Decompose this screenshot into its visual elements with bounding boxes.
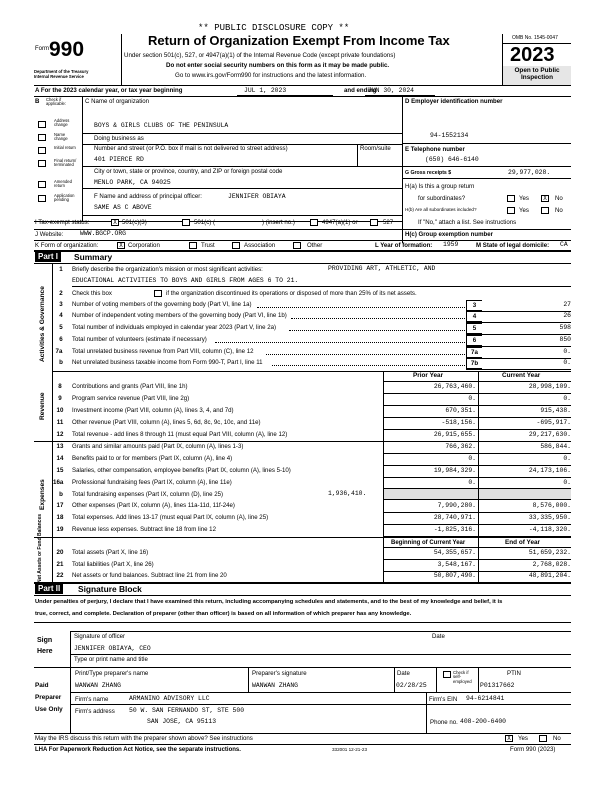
net-line-current: 2,768,028. [532,561,571,568]
disclosure-banner: ** PUBLIC DISCLOSURE COPY ** [198,23,350,33]
firm-address-label: Firm's address [75,708,115,715]
prep-sig-label: Preparer's signature [252,670,307,677]
col-prior-year: Prior Year [413,372,444,379]
sign-label: Sign [37,637,53,644]
gov-line-label: Number of independent voting members of the governing body (Part VI, line 1b) [72,312,287,319]
self-employed-checkbox[interactable] [443,671,451,678]
room-divider [357,144,358,166]
net-header-rule [383,547,571,548]
net-line-prior: 50,807,490. [433,572,476,579]
firm-address-2: SAN JOSE, CA 95113 [147,718,217,725]
gov-line-value: 850 [559,336,571,343]
527-checkbox[interactable] [370,219,378,226]
gov-line-label: Number of voting members of the governing body (Part VI, line 1a) [72,301,252,308]
prior-col-left [383,371,384,582]
expense-line-num: 14 [56,455,64,462]
firm-ein-label: Firm's EIN [429,696,458,703]
expense-line-num: 18 [56,514,64,521]
gov-line-num: b [59,359,63,366]
gov-line-box: 5 [466,323,482,334]
expense-line-prior: 7,990,280. [437,502,476,509]
principal-officer: JENNIFER OBIAYA [228,193,286,200]
use-only-label: Use Only [35,706,63,713]
open-public: Open to Public [514,67,560,74]
street-address: 401 PIERCE RD [94,156,144,163]
final-return-checkbox[interactable] [38,160,46,167]
initial-return-label: Initial return [54,145,76,150]
gov-bottom-rule [52,371,571,372]
expense-line-num: 19 [56,526,64,533]
preparer-divider [70,667,71,733]
amended-return-checkbox[interactable] [38,181,46,188]
prep-date-label: Date [397,670,410,677]
form-code: 332001 12-21-23 [332,747,367,752]
firm-phone: 408-200-6400 [460,718,507,725]
net-line-label: Net assets or fund balances. Subtract line 21 from line 20 [72,572,227,579]
gov-line-num: 7a [55,348,63,355]
side-net-assets: Net Assets or Fund Balances [37,513,43,583]
line16b-value: 1,936,410. [328,490,367,497]
association-label: Association [244,242,276,249]
website-value[interactable]: WWW.BGCP.ORG [80,230,127,237]
corporation-label: Corporation [128,242,160,249]
prep-check-divider [436,667,437,692]
street-label: Number and street (or P.O. box if mail is not delivered to street address) [94,145,288,152]
net-line-prior: 3,548,167. [437,561,476,568]
sign-bottom-rule [34,667,571,668]
revenue-line-prior: 26,763,460. [433,383,476,390]
revenue-line-num: 10 [56,407,64,414]
part1-rule [34,263,571,264]
expense-line-num: 13 [56,443,64,450]
type-print-label: Type or print name and title [74,656,148,663]
header-bottom-rule [34,85,571,86]
tax-year-end: JUN 30, 2024 [368,87,415,94]
501c-checkbox[interactable] [182,219,190,226]
col-current-year: Current Year [502,372,541,379]
preparer-date: 02/28/25 [396,682,427,689]
part2-tag: Part II [35,584,63,594]
trust-label: Trust [201,242,215,249]
irs-discuss-label: May the IRS discuss this return with the preparer shown above? See instructions [35,735,253,742]
here-label: Here [37,648,53,655]
net-line-num: 22 [56,572,64,579]
revenue-line-current: 915,438. [540,407,571,414]
expense-line-rule [383,453,571,454]
form-word: Form [35,46,49,52]
side-activities: Activities & Governance [39,286,46,362]
mission-label: Briefly describe the organization's mission or most significant activities: [72,266,263,273]
officer-label: F Name and address of principal officer: [94,193,202,200]
room-label: Room/suite [360,145,391,152]
header-sub1: Under section 501(c), 527, or 4947(a)(1) of the Internal Revenue Code (except private foundations) [124,52,396,59]
gov-line-box: 7a [466,347,482,358]
expense-line-num: 15 [56,467,64,474]
gov-line-value: 27 [563,301,571,308]
expense-line-label: Other expenses (Part IX, column (A), lines 11a-11d, 11f-24e) [72,502,235,509]
ein-label: D Employer identification number [405,98,503,105]
revenue-line-label: Total revenue - add lines 8 through 11 (must equal Part VIII, column (A), line 12) [72,431,288,438]
gov-leader [291,318,465,319]
gov-line-num: 3 [59,301,63,308]
line16b-rule-bottom [383,499,571,500]
paid-label: Paid [35,682,49,689]
revenue-line-prior: 26,915,655. [433,431,476,438]
hb-note: If "No," attach a list. See instructions [418,219,517,226]
penalty-rule [34,622,571,623]
officer-rule [82,215,402,216]
hb-label: H(b) Are all subordinates included? [405,207,477,212]
phone-value: (650) 646-6140 [425,156,479,163]
lha-notice: LHA For Paperwork Reduction Act Notice, see the separate instructions. [35,747,241,753]
gov-leader [289,330,465,331]
gov-line-label: Total unrelated business revenue from Part VIII, column (C), line 12 [72,348,254,355]
gross-rule [402,178,571,179]
website-label: J Website: [35,231,64,238]
prep-name-label: Print/Type preparer's name [75,670,149,677]
discuss-no-checkbox[interactable] [539,735,547,742]
ein-rule [402,143,571,144]
4947-label: 4947(a)(1) or [322,219,358,226]
group-return-label: H(a) Is this a group return [405,183,475,190]
dept-irs: Internal Revenue Service [34,74,84,79]
city-rule [82,188,402,189]
firm-phone-label: Phone no. [430,719,458,726]
expense-line-rule [383,512,571,513]
gov-line-num: 6 [59,336,63,343]
col-end-year: End of Year [505,539,541,546]
preparer-label: Preparer [35,694,62,701]
part1-side-divider [52,263,53,582]
expense-bottom-rule [34,537,571,538]
501c3-label: 501(c)(3) [122,219,147,226]
501c3-checkbox[interactable]: X [111,219,119,226]
gov-leader [257,307,465,308]
and-ending-label: and ending [344,87,377,94]
revenue-line-num: 9 [58,395,62,402]
mission-text-2: EDUCATIONAL ACTIVITIES TO BOYS AND GIRLS FROM AGES 6 TO 21. [72,277,299,284]
firm-name-rule [70,704,571,705]
year-formation: 1959 [443,241,459,248]
expense-line-prior: -1,825,316. [433,526,476,533]
subordinates-label: for subordinates? [418,195,466,202]
expense-line-label: Total expenses. Add lines 13-17 (must equal Part IX, column (A), line 25) [72,514,269,521]
expense-line-prior: 766,362. [445,443,476,450]
revenue-line-current: -695,917. [536,419,571,426]
group-no-label: No [555,195,563,202]
gov-line-num: 4 [59,312,63,319]
omb-number: OMB No. 1545-0047 [512,35,558,41]
side-revenue: Revenue [39,392,46,420]
tax-year: 2023 [510,44,555,66]
line16b-num: b [59,491,63,498]
gov-line-box: 3 [466,300,482,311]
gov-line-rule [466,369,571,370]
gov-line-value: 26 [563,312,571,319]
other-label: Other [307,242,323,249]
expense-line-prior: 19,984,329. [433,467,476,474]
expense-line-current: -4,118,320. [528,526,571,533]
part1-tag: Part I [35,252,61,262]
org-name-label: C Name of organization [85,98,150,105]
527-label: 527 [383,219,394,226]
4947-checkbox[interactable] [310,219,318,226]
name-change-checkbox[interactable] [38,134,46,141]
net-line-rule [383,559,571,560]
firm-name: ARMANINO ADVISORY LLC [129,695,210,702]
gov-line-label: Total number of volunteers (estimate if necessary) [72,336,207,343]
revenue-line-prior: 670,351. [445,407,476,414]
expense-line-label: Revenue less expenses. Subtract line 18 from line 12 [72,526,216,533]
line16b-label: Total fundraising expenses (Part IX, column (D), line 25) [72,491,224,498]
expense-line-prior: 28,740,971. [433,514,476,521]
name-change-label: Name change [54,132,68,142]
group-yes-label: Yes [519,195,529,202]
firm-ein: 94-6214841 [466,695,505,702]
gov-line-box: 7b [466,358,482,369]
col-header-rule [383,381,571,382]
group-return-no-checkbox[interactable]: X [541,195,549,202]
final-return-label: Final return/ terminated [54,158,77,168]
line16b-rule-top [383,488,571,489]
line-j-rule [34,240,571,241]
expense-line-rule [383,477,571,478]
mission-text-1: PROVIDING ART, ATHLETIC, AND [328,265,436,272]
gross-receipts: 29,977,028. [508,169,551,176]
dba-label: Doing business as [94,135,144,142]
revenue-line-num: 11 [56,419,64,426]
net-line-num: 21 [56,561,64,568]
domicile-state: CA [560,241,568,248]
revenue-line-label: Other revenue (Part VIII, column (A), lines 5, 6d, 8c, 9c, 10c, and 11e) [72,419,261,426]
officer-name-line [70,654,571,655]
mission-underline [72,286,571,287]
header-divider-left [121,34,122,85]
revenue-line-prior: 0. [468,395,476,402]
gov-line-value: 0. [563,359,571,366]
ptin-label: PTIN [507,670,521,677]
expense-line-rule [383,465,571,466]
revenue-line-current: 0. [563,395,571,402]
officer-address: SAME AS C ABOVE [94,204,152,211]
preparer-bottom-rule [34,733,571,734]
firm-ein-divider [426,692,427,733]
col-begin-year: Beginning of Current Year [391,540,466,546]
expense-line-label: Professional fundraising fees (Part IX, column (A), line 11e) [72,479,232,486]
prep-row1-rule [70,692,571,693]
section-b-divider [82,96,83,221]
net-line-prior: 54,355,657. [433,549,476,556]
street-rule [82,166,402,167]
expense-line-prior: 0. [468,455,476,462]
line2-label: Check this box [72,290,112,297]
line-a-rule [34,96,571,97]
gross-receipts-label: G Gross receipts $ [405,170,452,176]
expense-line-label: Benefits paid to or for members (Part IX, column (A), line 4) [72,455,233,462]
penalty-line-1: Under penalties of perjury, I declare that I have examined this return, including accompanying schedules and statements, and to the best of my knowledge and belief, it is [35,599,503,605]
sig-date-label: Date [432,633,445,640]
city: MENLO PARK, CA 94025 [94,179,171,186]
phone-label: E Telephone number [405,146,465,153]
insert-no-label: ) (insert no.) [262,219,295,226]
self-employed-label: Check if self-employed [453,670,472,684]
gov-leader [272,365,466,366]
revenue-line-rule [383,417,571,418]
address-change-checkbox[interactable] [38,121,46,128]
section-b-label: B [35,98,40,105]
prep-date-divider [394,667,395,692]
tax-exempt-label: I Tax-exempt status: [35,219,90,226]
net-line-current: 48,891,204. [528,572,571,579]
line2-num: 2 [59,290,63,297]
line16b-shade [383,488,571,499]
ein-value: 94-1552134 [430,132,469,139]
open-inspection: Inspection [521,74,553,82]
revenue-line-label: Program service revenue (Part VIII, line 2g) [72,395,190,402]
gov-line-label: Total number of individuals employed in calendar year 2023 (Part V, line 2a) [72,324,277,331]
check-applicable: Check if applicable: [46,97,67,107]
form-number: 990 [49,38,85,61]
group-return-yes-checkbox[interactable] [507,195,515,202]
expense-line-prior: 0. [468,479,476,486]
sign-divider [70,631,71,667]
expense-line-label: Grants and similar amounts paid (Part IX, column (A), lines 1-3) [72,443,244,450]
part2-title: Signature Block [78,584,142,594]
hc-label: H(c) Group exemption number [405,231,494,238]
firm-address-1: 50 W. SAN FERNANDO ST, STE 500 [129,707,245,714]
city-label: City or town, state or province, country, and ZIP or foreign postal code [94,168,283,175]
header-sub2: Do not enter social security numbers on this form as it may be made public. [166,62,390,69]
501c-label: 501(c) ( [194,219,215,226]
year-formation-label: L Year of formation: [375,242,433,249]
dept-treasury: Department of the Treasury [34,69,89,74]
line-k-rule [34,250,571,252]
gov-leader [266,354,465,355]
revenue-bottom-rule [34,441,571,442]
revenue-line-rule [383,429,571,430]
application-pending-label: Application pending [54,193,75,203]
expense-line-rule [383,524,571,525]
application-pending-checkbox[interactable] [38,195,46,202]
gov-line-value: 0. [563,348,571,355]
other-checkbox[interactable] [293,242,301,249]
prep-sig-divider [248,667,249,692]
discuss-yes-label: Yes [518,735,528,742]
corporation-checkbox[interactable]: X [117,242,125,249]
gov-line-value: 598 [559,324,571,331]
gov-line-box: 4 [466,311,482,322]
part2-rule [34,595,571,596]
header-sub3: Go to www.irs.gov/Form990 for instructions and the latest information. [175,72,367,79]
revenue-line-num: 8 [58,383,62,390]
sig-officer-label: Signature of officer [74,633,126,640]
amended-return-label: Amended return [54,179,72,189]
net-line-num: 20 [56,549,64,556]
phone-rule [402,166,571,167]
expense-line-num: 17 [56,502,64,509]
revenue-line-current: 28,998,109. [528,383,571,390]
revenue-line-num: 12 [56,431,64,438]
gov-line-label: Net unrelated business taxable income from Form 990-T, Part I, line 11 [72,359,263,366]
hb-no-checkbox[interactable] [541,207,549,214]
line-a-label: A For the 2023 calendar year, or tax year beginning [35,87,183,94]
domicile-label: M State of legal domicile: [476,242,550,249]
expense-line-num: 16a [53,479,64,486]
tax-year-begin: JUL 1, 2023 [244,87,287,94]
gov-line-box: 6 [466,335,482,346]
revenue-line-current: 29,217,630. [528,431,571,438]
revenue-line-rule [383,405,571,406]
revenue-line-prior: -518,156. [441,419,476,426]
expense-line-current: 24,173,106. [528,467,571,474]
part1-title: Summary [74,252,113,262]
sig-top-line [70,631,571,632]
org-name-rule [82,133,402,134]
trust-checkbox[interactable] [189,242,197,249]
preparer-name: WANWAN ZHANG [75,682,122,689]
form-footer: Form 990 (2023) [510,746,556,753]
officer-name-title[interactable]: JENNIFER OBIAYA, CEO [74,645,151,652]
section-d-divider [402,96,403,243]
side-expenses: Expenses [39,479,46,510]
line1-num: 1 [59,266,63,273]
expense-line-current: 8,576,000. [532,502,571,509]
revenue-line-label: Investment income (Part VIII, column (A), lines 3, 4, and 7d) [72,407,234,414]
revenue-line-label: Contributions and grants (Part VIII, line 1h) [72,383,188,390]
association-checkbox[interactable] [232,242,240,249]
hb-yes-checkbox[interactable] [507,207,515,214]
net-line-label: Total liabilities (Part X, line 26) [72,561,154,568]
expense-line-current: 0. [563,455,571,462]
form-org-label: K Form of organization: [35,242,99,249]
expense-line-label: Salaries, other compensation, employee benefits (Part IX, column (A), lines 5-10) [72,467,291,474]
discontinued-checkbox[interactable] [154,290,162,297]
revenue-line-rule [383,393,571,394]
net-line-label: Total assets (Part X, line 16) [72,549,149,556]
address-change-label: Address change [54,118,70,128]
ptin-value: P01317662 [480,682,515,689]
discuss-no-label: No [553,735,561,742]
expense-line-current: 586,844. [540,443,571,450]
penalty-line-2: true, correct, and complete. Declaration of preparer (other than officer) is based on all information of which preparer has any knowledge. [35,611,412,617]
net-line-current: 51,659,232. [528,549,571,556]
hb-yes-label: Yes [519,207,529,214]
preparer-signature[interactable]: WANWAN ZHANG [252,682,299,689]
hb-no-label: No [555,207,563,214]
line2-label-b: if the organization discontinued its operations or disposed of more than 25% of its net assets. [166,290,417,297]
form-title: Return of Organization Exempt From Income Tax [148,33,450,48]
prior-col-right [478,371,479,582]
open-inspection-box [503,66,571,85]
initial-return-checkbox[interactable] [38,147,46,154]
expense-line-current: 33,335,950. [528,514,571,521]
org-name: BOYS & GIRLS CLUBS OF THE PENINSULA [94,122,229,129]
discuss-yes-checkbox[interactable]: X [505,735,513,742]
ptin-divider [478,667,479,692]
gov-line-num: 5 [59,324,63,331]
expense-line-current: 0. [563,479,571,486]
footer-rule [34,744,571,745]
firm-name-label: Firm's name [75,696,109,703]
gov-leader [215,342,466,343]
